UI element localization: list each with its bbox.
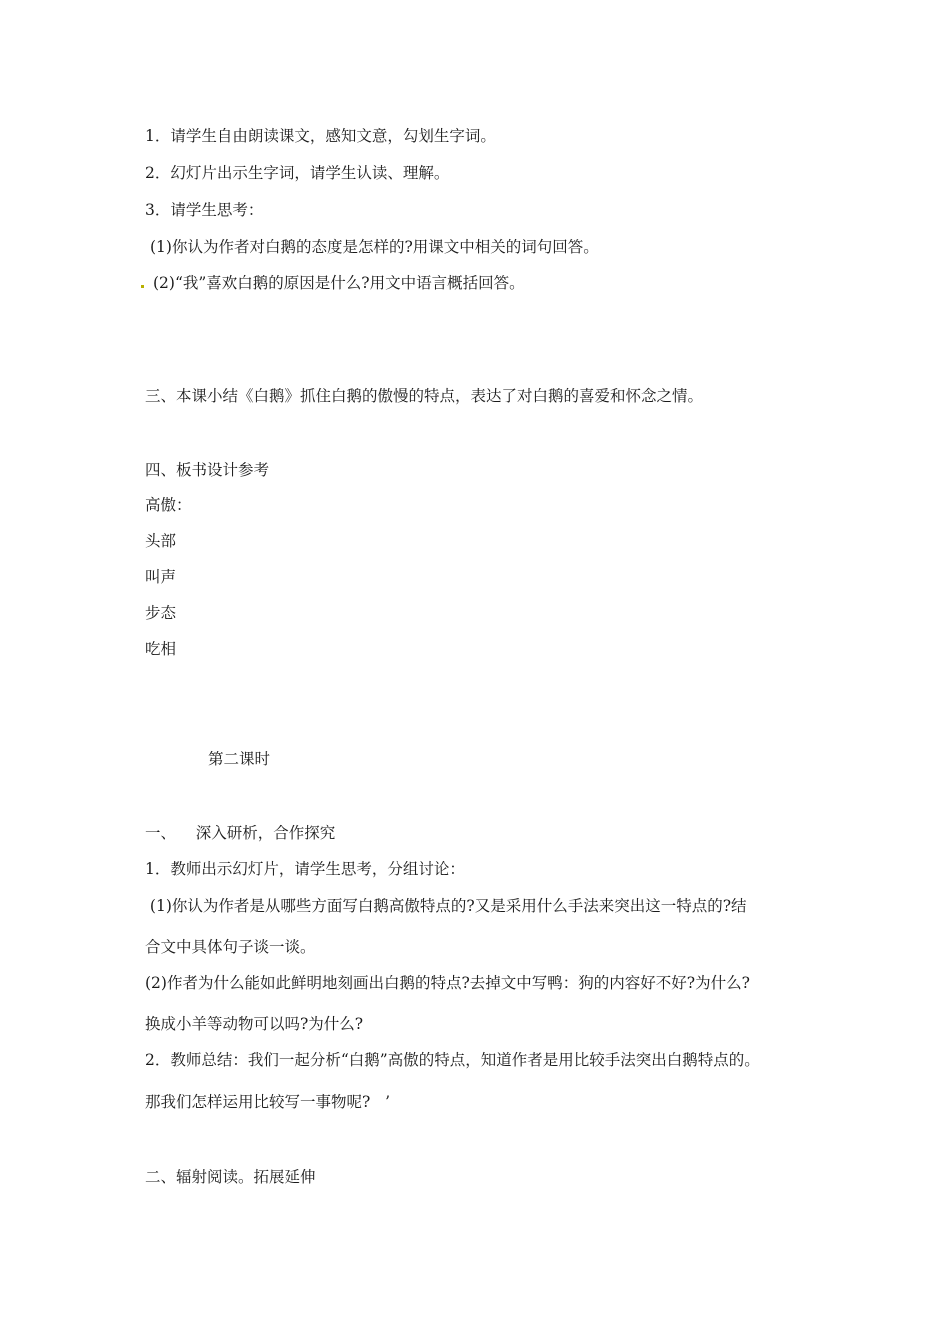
step-1-text: 1．请学生自由朗读课文，感知文意，勾划生字词。 bbox=[145, 127, 496, 145]
discussion-question-2: (2)作者为什么能如此鲜明地刻画出白鹅的特点?去掉文中写鸭：狗的内容好不好?为什么? bbox=[145, 974, 750, 992]
discussion-question-2-cont: 换成小羊等动物可以吗?为什么? bbox=[145, 1015, 364, 1033]
board-design-heading: 四、板书设计参考 bbox=[145, 461, 270, 479]
teacher-summary: 2．教师总结：我们一起分析“白鹅”高傲的特点，知道作者是用比较手法突出白鹅特点的。 bbox=[145, 1051, 760, 1069]
discussion-question-1: (1)你认为作者是从哪些方面写白鹅高傲特点的?又是采用什么手法来突出这一特点的?结 bbox=[145, 897, 747, 915]
question-1-text: (1)你认为作者对白鹅的态度是怎样的?用课文中相关的词句回答。 bbox=[150, 238, 599, 256]
step-2-text: 2．幻灯片出示生字词，请学生认读、理解。 bbox=[145, 164, 450, 182]
part-1-heading: 一、 深入研析，合作探究 bbox=[145, 824, 336, 842]
margin-dot-mark bbox=[141, 285, 144, 288]
teacher-summary-cont: 那我们怎样运用比较写一事物呢? ’ bbox=[145, 1093, 391, 1111]
board-item-call: 叫声 bbox=[145, 568, 177, 586]
board-item-head: 头部 bbox=[145, 532, 177, 550]
board-item-eating: 吃相 bbox=[145, 640, 177, 658]
part-2-heading: 二、辐射阅读。拓展延伸 bbox=[145, 1168, 316, 1186]
board-item-pride: 高傲： bbox=[145, 496, 192, 514]
discussion-question-1-cont: 合文中具体句子谈一谈。 bbox=[145, 938, 316, 956]
discussion-prompt: 1．教师出示幻灯片，请学生思考，分组讨论： bbox=[145, 860, 465, 878]
question-2-text: (2)“我”喜欢白鹅的原因是什么?用文中语言概括回答。 bbox=[153, 274, 525, 292]
board-item-gait: 步态 bbox=[145, 604, 177, 622]
lesson-summary-text: 三、本课小结《白鹅》抓住白鹅的傲慢的特点，表达了对白鹅的喜爱和怀念之情。 bbox=[145, 387, 704, 405]
step-3-text: 3．请学生思考： bbox=[145, 201, 264, 219]
second-lesson-title: 第二课时 bbox=[208, 750, 271, 768]
